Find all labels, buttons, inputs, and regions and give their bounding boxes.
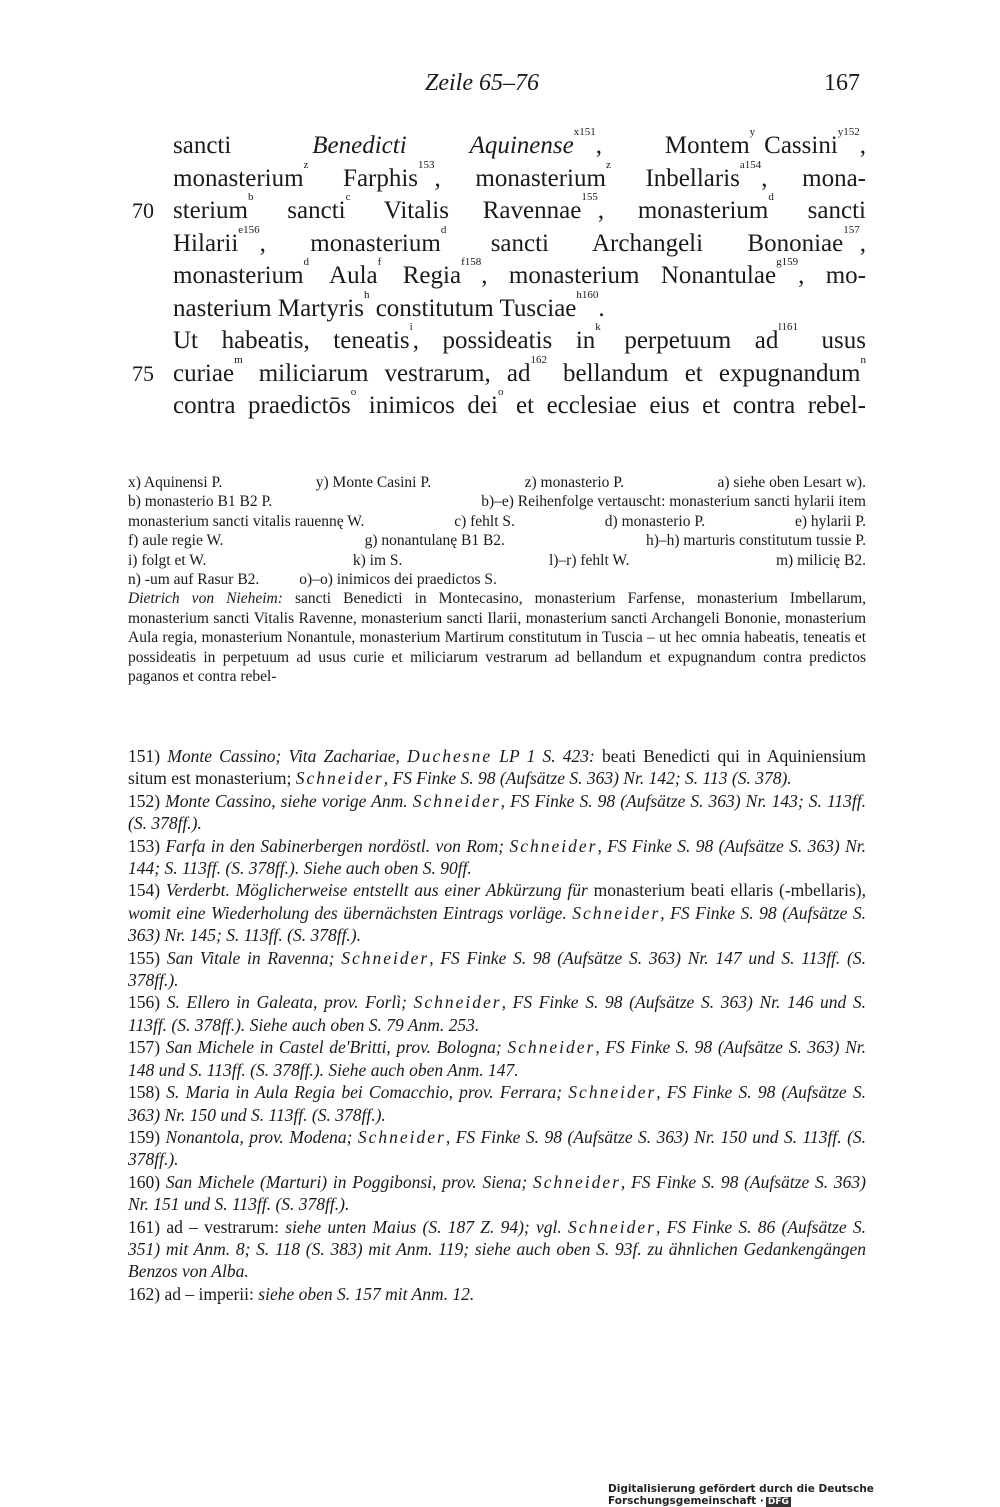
text-line: contra praedictōs$^o$ inimicos dei$^o$ et ecclesiae eius et contra rebel-	[173, 386, 866, 419]
footer-text: Digitalisierung gefördert durch die Deutsche Forschungsgemeinschaft ·	[608, 1483, 874, 1507]
footnote: 159) Nonantola, prov. Modena; Schneider, FS Finke S. 98 (Aufsätze S. 363) Nr. 150 und S. 113ff. (S. 378ff.).	[128, 1126, 867, 1170]
footnote: 156) S. Ellero in Galeata, prov. Forlì; Schneider, FS Finke S. 98 (Aufsätze S. 363) Nr. 146 und S. 113ff. (S. 378ff.). Siehe auch oben S. 79 Anm. 253.	[128, 992, 867, 1035]
footnotes	[128, 745, 866, 1305]
footnote: 155) San Vitale in Ravenna; Schneider, FS Finke S. 98 (Aufsätze S. 363) Nr. 147 und S. 113ff. (S. 378ff.).	[128, 947, 867, 991]
footnote: 153) Farfa in den Sabinerbergen nordöstl. von Rom; Schneider, FS Finke S. 98 (Aufsätze S. 363) Nr. 144; S. 113ff. (S. 378ff.). Siehe auch oben S. 90ff.	[128, 835, 867, 879]
footnote: 157) San Michele in Castel de'Britti, prov. Bologna; Schneider, FS Finke S. 98 (Aufsätze S. 363) Nr. 148 und S. 113ff. (S. 378ff.). Siehe auch oben Anm. 147.	[128, 1037, 866, 1080]
text-line: monasterium$^z$ Farphis$^{153}$, monasterium$^z$ Inbellaris$^{a154}$, mona-	[173, 158, 866, 192]
text-line: Ut habeatis, teneatis$^i$, possideatis $in^k$ perpetuum $ad^{l161}$ usus	[173, 321, 866, 354]
critical-apparatus	[128, 473, 866, 686]
footnote: 154) Verderbt. Möglicherweise entstellt aus einer Abkürzung für monasterium beati ellaris (-mbellaris), womit eine Wiederholung des übernächsten Eintrags vorläge. Schneider, FS Finke S. 98 (Aufsätze S. 363) Nr. 145; S. 113ff. (S. 378ff.).	[128, 880, 867, 946]
line-number: 70	[132, 198, 154, 223]
text-line: Hilarii$^{e156}$, monasterium$^d$ sancti Archangeli Bononiae$^{157}$,	[173, 223, 866, 257]
footnote: 152) Monte Cassino, siehe vorige Anm. Schneider, FS Finke S. 98 (Aufsätze S. 363) Nr. 143; S. 113ff. (S. 378ff.).	[128, 790, 867, 834]
text-line: 75 curiae$^m$ miliciarum vestrarum, $ad^{162}$ bellandum et expugnandum$^n$	[173, 358, 866, 391]
footnote: 151) Monte Cassino; Vita Zachariae, Duchesne LP 1 S. 423: beati Benedicti qui in Aquiniensium situm est monasterium; Schneider, FS Finke S. 98 (Aufsätze S. 363) Nr. 142; S. 113 (S. 378).	[128, 746, 866, 789]
apparatus-row: x) Aquinensi P. y) Monte Casini P. z) monasterio P. a) siehe oben Lesart w).	[128, 474, 866, 491]
footnote: 162) ad – imperii: siehe oben S. 157 mit Anm. 12.	[128, 1283, 475, 1304]
running-head: Zeile 65–76	[425, 70, 539, 96]
footnote: 161) ad – vestrarum: siehe unten Maius (S. 187 Z. 94); vgl. Schneider, FS Finke S. 86 (Aufsätze S. 351) mit Anm. 8; S. 118 (S. 383) mit Anm. 119; siehe auch oben S. 93f. zu ähnlichen Gedankengängen Benzos von Alba.	[128, 1216, 867, 1282]
main-text	[132, 126, 867, 423]
text-line: nasterium Martyris$^h$ constitutum Tusciae$^{h160}$.	[173, 288, 605, 322]
apparatus-row: i) folgt et W. k) im S. l)–r) fehlt W. m) milicię B2.	[128, 551, 866, 569]
apparatus-row: n) -um auf Rasur B2. o)–o) inimicos dei praedictos S.	[128, 571, 497, 589]
page-number: 167	[824, 70, 860, 96]
apparatus-row: monasterium sancti vitalis rauennę W. c) fehlt S. d) monasterio P. e) hylarii P.	[128, 512, 866, 530]
apparatus-row: f) aule regie W. g) nonantulanę B1 B2. h)–h) marturis constitutum tussie P.	[128, 532, 866, 550]
dfg-logo: DFG	[767, 1497, 789, 1507]
footnote: 158) S. Maria in Aula Regia bei Comacchio, prov. Ferrara; Schneider, FS Finke S. 98 (Aufsätze S. 363) Nr. 150 und S. 113ff. (S. 378ff.).	[128, 1082, 867, 1125]
dfg-footer	[608, 1483, 1000, 1507]
text-line: monasterium$^d$ Aula$^f$ Regia$^{f158}$, monasterium Nonantulae$^{g159}$, mo-	[173, 256, 866, 289]
apparatus-row: b) monasterio B1 B2 P. b)–e) Reihenfolge vertauscht: monasterium sancti hylarii item	[128, 493, 866, 511]
dietrich-parallel: Dietrich von Nieheim: sancti Benedicti in Montecasino, monasterium Farfense, monasterium Imbellarum, monasterium sancti Vitalis Ravenne, monasterium sancti Ilarii, monasterium sancti Archangeli Bononie, monasterium Aula regia, monasterium Nonantule, monasterium Martirum constitutum in Tuscia – ut hec omnia habeatis, teneatis et possideatis in perpetuum ad usus curie et miliciarum vestrarum ad bellandum et expugnandum contra predictos paganos et contra rebel-	[128, 590, 866, 686]
footnote: 160) San Michele (Marturi) in Poggibonsi, prov. Siena; Schneider, FS Finke S. 98 (Aufsätze S. 363) Nr. 151 und S. 113ff. (S. 378ff.).	[128, 1171, 866, 1215]
text-line: 70 sterium$^b$ sancti$^c$ Vitalis Ravennae$^{155}$, monasterium$^d$ sancti	[173, 195, 866, 228]
page-header	[0, 70, 1000, 110]
text-line: sancti Benedicti Aquinense$^{x151}$, Montem$^y$ Cassini$^{y152}$,	[173, 126, 867, 159]
line-number: 75	[132, 360, 154, 386]
